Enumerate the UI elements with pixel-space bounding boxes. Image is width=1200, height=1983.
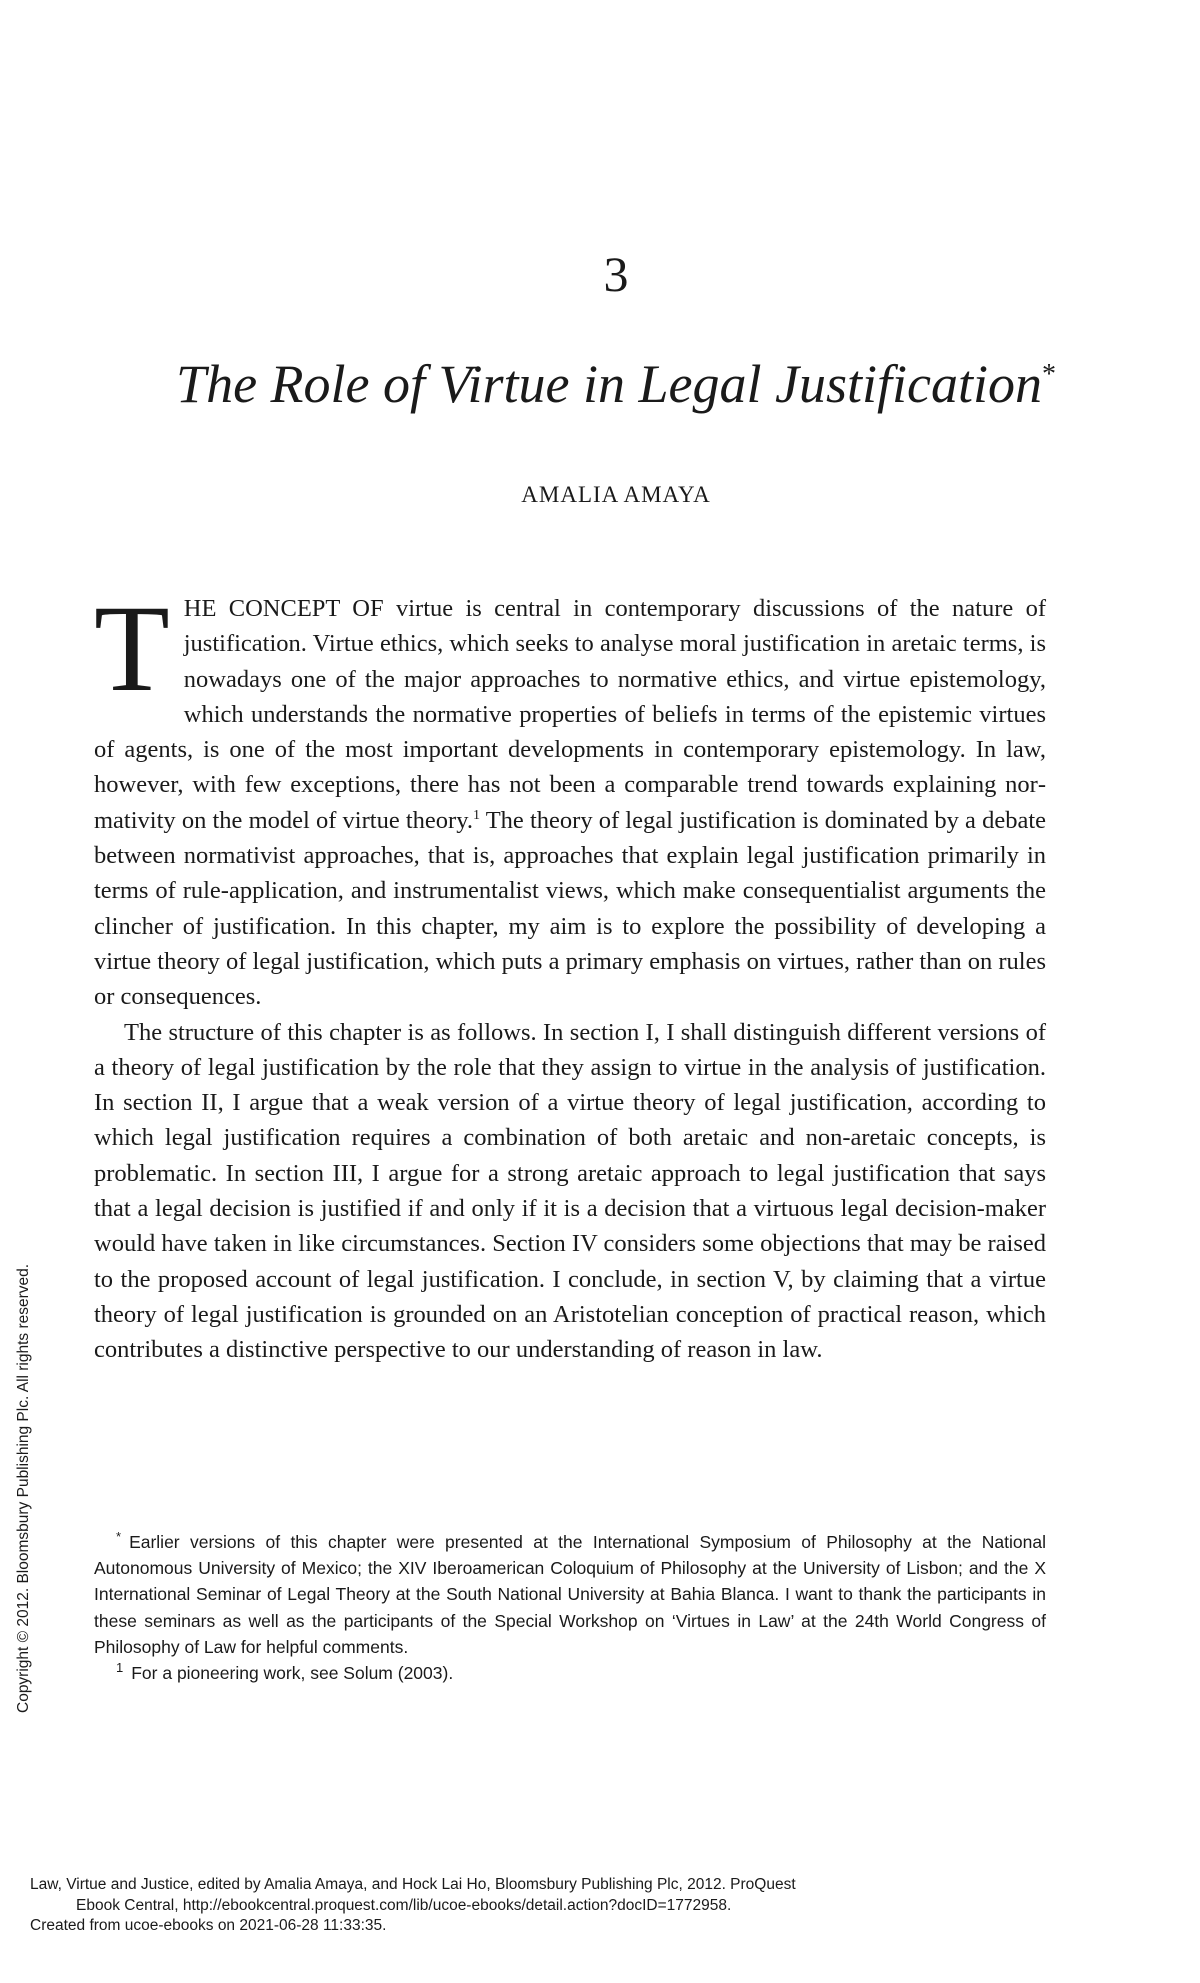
- paragraph-1-text-a: virtue is central in contemporary discussions of the nature of justification. Virtue ethics, which seeks to analyse moral justification in aretaic terms, is nowadays one of the major approaches to normative ethics, and virtue epistemology, which understands the normative properties of beliefs in terms of the epistemic virtues of agents, is one of the most important developments in contemporary epistemology. In law, however, with few exceptions, there has not been a comparable trend towards explaining normativity on the model of virtue theory.: [94, 595, 1046, 834]
- footnote-item: [94, 1660, 1046, 1686]
- citation-line-3: Created from ucoe-ebooks on 2021-06-28 11:33:35.: [30, 1917, 387, 1934]
- footnotes: [94, 1529, 1046, 1686]
- chapter-title: [16, 350, 1200, 418]
- citation-line-1: Law, Virtue and Justice, edited by Amalia Amaya, and Hock Lai Ho, Bloomsbury Publishing Plc, 2012. ProQuest: [30, 1876, 796, 1893]
- paragraph-1-text-b: The theory of legal justification is dominated by a debate between normativist approaches, that is, approaches that explain legal justification primarily in terms of rule-application, and instrumentalist views, which make consequentialist arguments the clincher of justification. In this chapter, my aim is to explore the possibility of developing a virtue theory of legal justification, which puts a primary emphasis on virtues, rather than on rules or consequences.: [94, 806, 1046, 1011]
- chapter-title-footnote-marker: *: [1041, 359, 1056, 390]
- chapter-body: [94, 580, 1046, 1368]
- body-paragraph-1: [94, 580, 1046, 1015]
- chapter-author: AMALIA AMAYA: [521, 482, 711, 507]
- footnote-marker: 1: [116, 1660, 124, 1676]
- chapter-title-text: The Role of Virtue in Legal Justification: [176, 354, 1042, 414]
- footnote-ref-1: 1: [473, 807, 480, 823]
- lead-in-caps: HE CONCEPT OF: [183, 595, 384, 622]
- copyright-notice: Copyright © 2012. Bloomsbury Publishing Plc. All rights reserved.: [15, 1263, 32, 1713]
- drop-cap: T: [94, 580, 170, 717]
- citation-line-2: Ebook Central, http://ebookcentral.proquest.com/lib/ucoe-ebooks/detail.action?docID=1772958.: [76, 1896, 732, 1914]
- footnote-marker: *: [116, 1529, 122, 1545]
- body-paragraph-2: The structure of this chapter is as follows. In section I, I shall distinguish different versions of a theory of legal justification by the role that they assign to virtue in the analysis of justification. In section II, I argue that a weak version of a virtue theory of legal justification, according to which legal justification requires a combination of both aretaic and non-aretaic concepts, is problematic. In section III, I argue for a strong aretaic approach to legal justification that says that a legal decision is justified if and only if it is a decision that a virtuous legal decision-maker would have taken in like circumstances. Section IV considers some objections that may be raised to the proposed account of legal justification. I conclude, in section V, by claiming that a virtue theory of legal justification is grounded on an Aristotelian conception of practical reason, which contributes a distinctive perspective to our understanding of reason in law.: [94, 1018, 1046, 1364]
- footnote-text: Earlier versions of this chapter were presented at the International Symposium of Philosophy at the National Autonomous University of Mexico; the XIV Iberoamerican Coloquium of Philosophy at the University of Lisbon; and the X International Seminar of Legal Theory at the South National University at Bahia Blanca. I want to thank the participants in these seminars as well as the participants of the Special Workshop on ‘Virtues in Law’ at the 24th World Congress of Philosophy of Law for helpful comments.: [94, 1532, 1046, 1657]
- footnote-item: [94, 1529, 1046, 1660]
- chapter-number: 3: [603, 246, 629, 302]
- source-citation: [30, 1875, 1150, 1937]
- footnote-text: For a pioneering work, see Solum (2003).: [131, 1663, 454, 1684]
